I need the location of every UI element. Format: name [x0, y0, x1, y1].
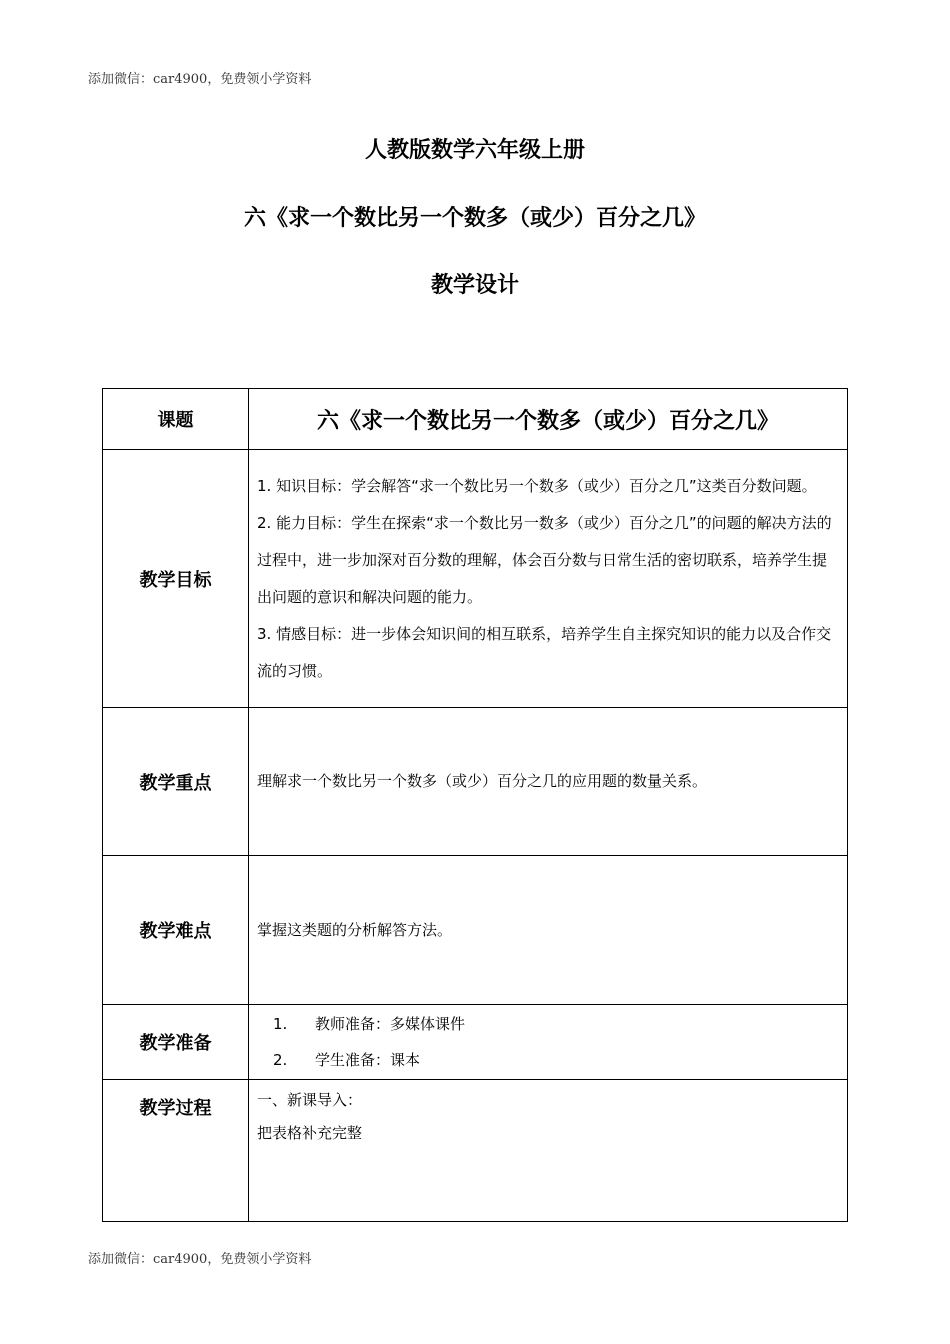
process-label: 教学过程 [103, 1080, 249, 1222]
goals-content [249, 450, 848, 708]
goal-item: 1. 知识目标：学会解答“求一个数比另一个数多（或少）百分之几”这类百分数问题。 [257, 476, 817, 495]
row-process [103, 1080, 848, 1222]
watermark-top: 添加微信：car4900，免费领小学资料 [88, 72, 312, 87]
prep-item-text: 教师准备：多媒体课件 [315, 1015, 466, 1033]
prep-item-text: 学生准备：课本 [315, 1051, 421, 1069]
row-subject [103, 389, 848, 450]
prep-item-number: 2. [273, 1051, 288, 1069]
goal-item: 2. 能力目标：学生在探索“求一个数比另一数多（或少）百分之几”的问题的解决方法的过程中，进一步加深对百分数的理解，体会百分数与日常生活的密切联系，培养学生提出问题的意识和解决问题的能力。 [257, 513, 832, 606]
lesson-plan-table [102, 388, 848, 1222]
difficulty-text: 掌握这类题的分析解答方法。 [249, 856, 848, 1005]
difficulty-label: 教学难点 [103, 856, 249, 1005]
prep-item [273, 1042, 839, 1078]
row-key-point [103, 708, 848, 856]
key-point-label: 教学重点 [103, 708, 249, 856]
key-point-text: 理解求一个数比另一个数多（或少）百分之几的应用题的数量关系。 [249, 708, 848, 856]
prep-item-number: 1. [273, 1015, 288, 1033]
document-title-line1: 人教版数学六年级上册 [364, 138, 585, 163]
process-line: 一、新课导入： [257, 1091, 363, 1109]
process-line: 把表格补充完整 [257, 1124, 363, 1142]
row-preparation [103, 1005, 848, 1080]
row-difficulty [103, 856, 848, 1005]
document-title-line3: 教学设计 [430, 273, 519, 298]
document-title-line2: 六《求一个数比另一个数多（或少）百分之几》 [243, 206, 706, 231]
preparation-label: 教学准备 [103, 1005, 249, 1080]
goals-label: 教学目标 [103, 450, 249, 708]
prep-item [273, 1006, 839, 1042]
process-content [249, 1080, 848, 1222]
subject-label: 课题 [103, 389, 249, 450]
subject-value: 六《求一个数比另一个数多（或少）百分之几》 [249, 389, 848, 450]
preparation-content [249, 1005, 848, 1080]
goal-item: 3. 情感目标：进一步体会知识间的相互联系，培养学生自主探究知识的能力以及合作交流的习惯。 [257, 624, 832, 680]
watermark-bottom: 添加微信：car4900，免费领小学资料 [88, 1252, 312, 1267]
row-goals [103, 450, 848, 708]
